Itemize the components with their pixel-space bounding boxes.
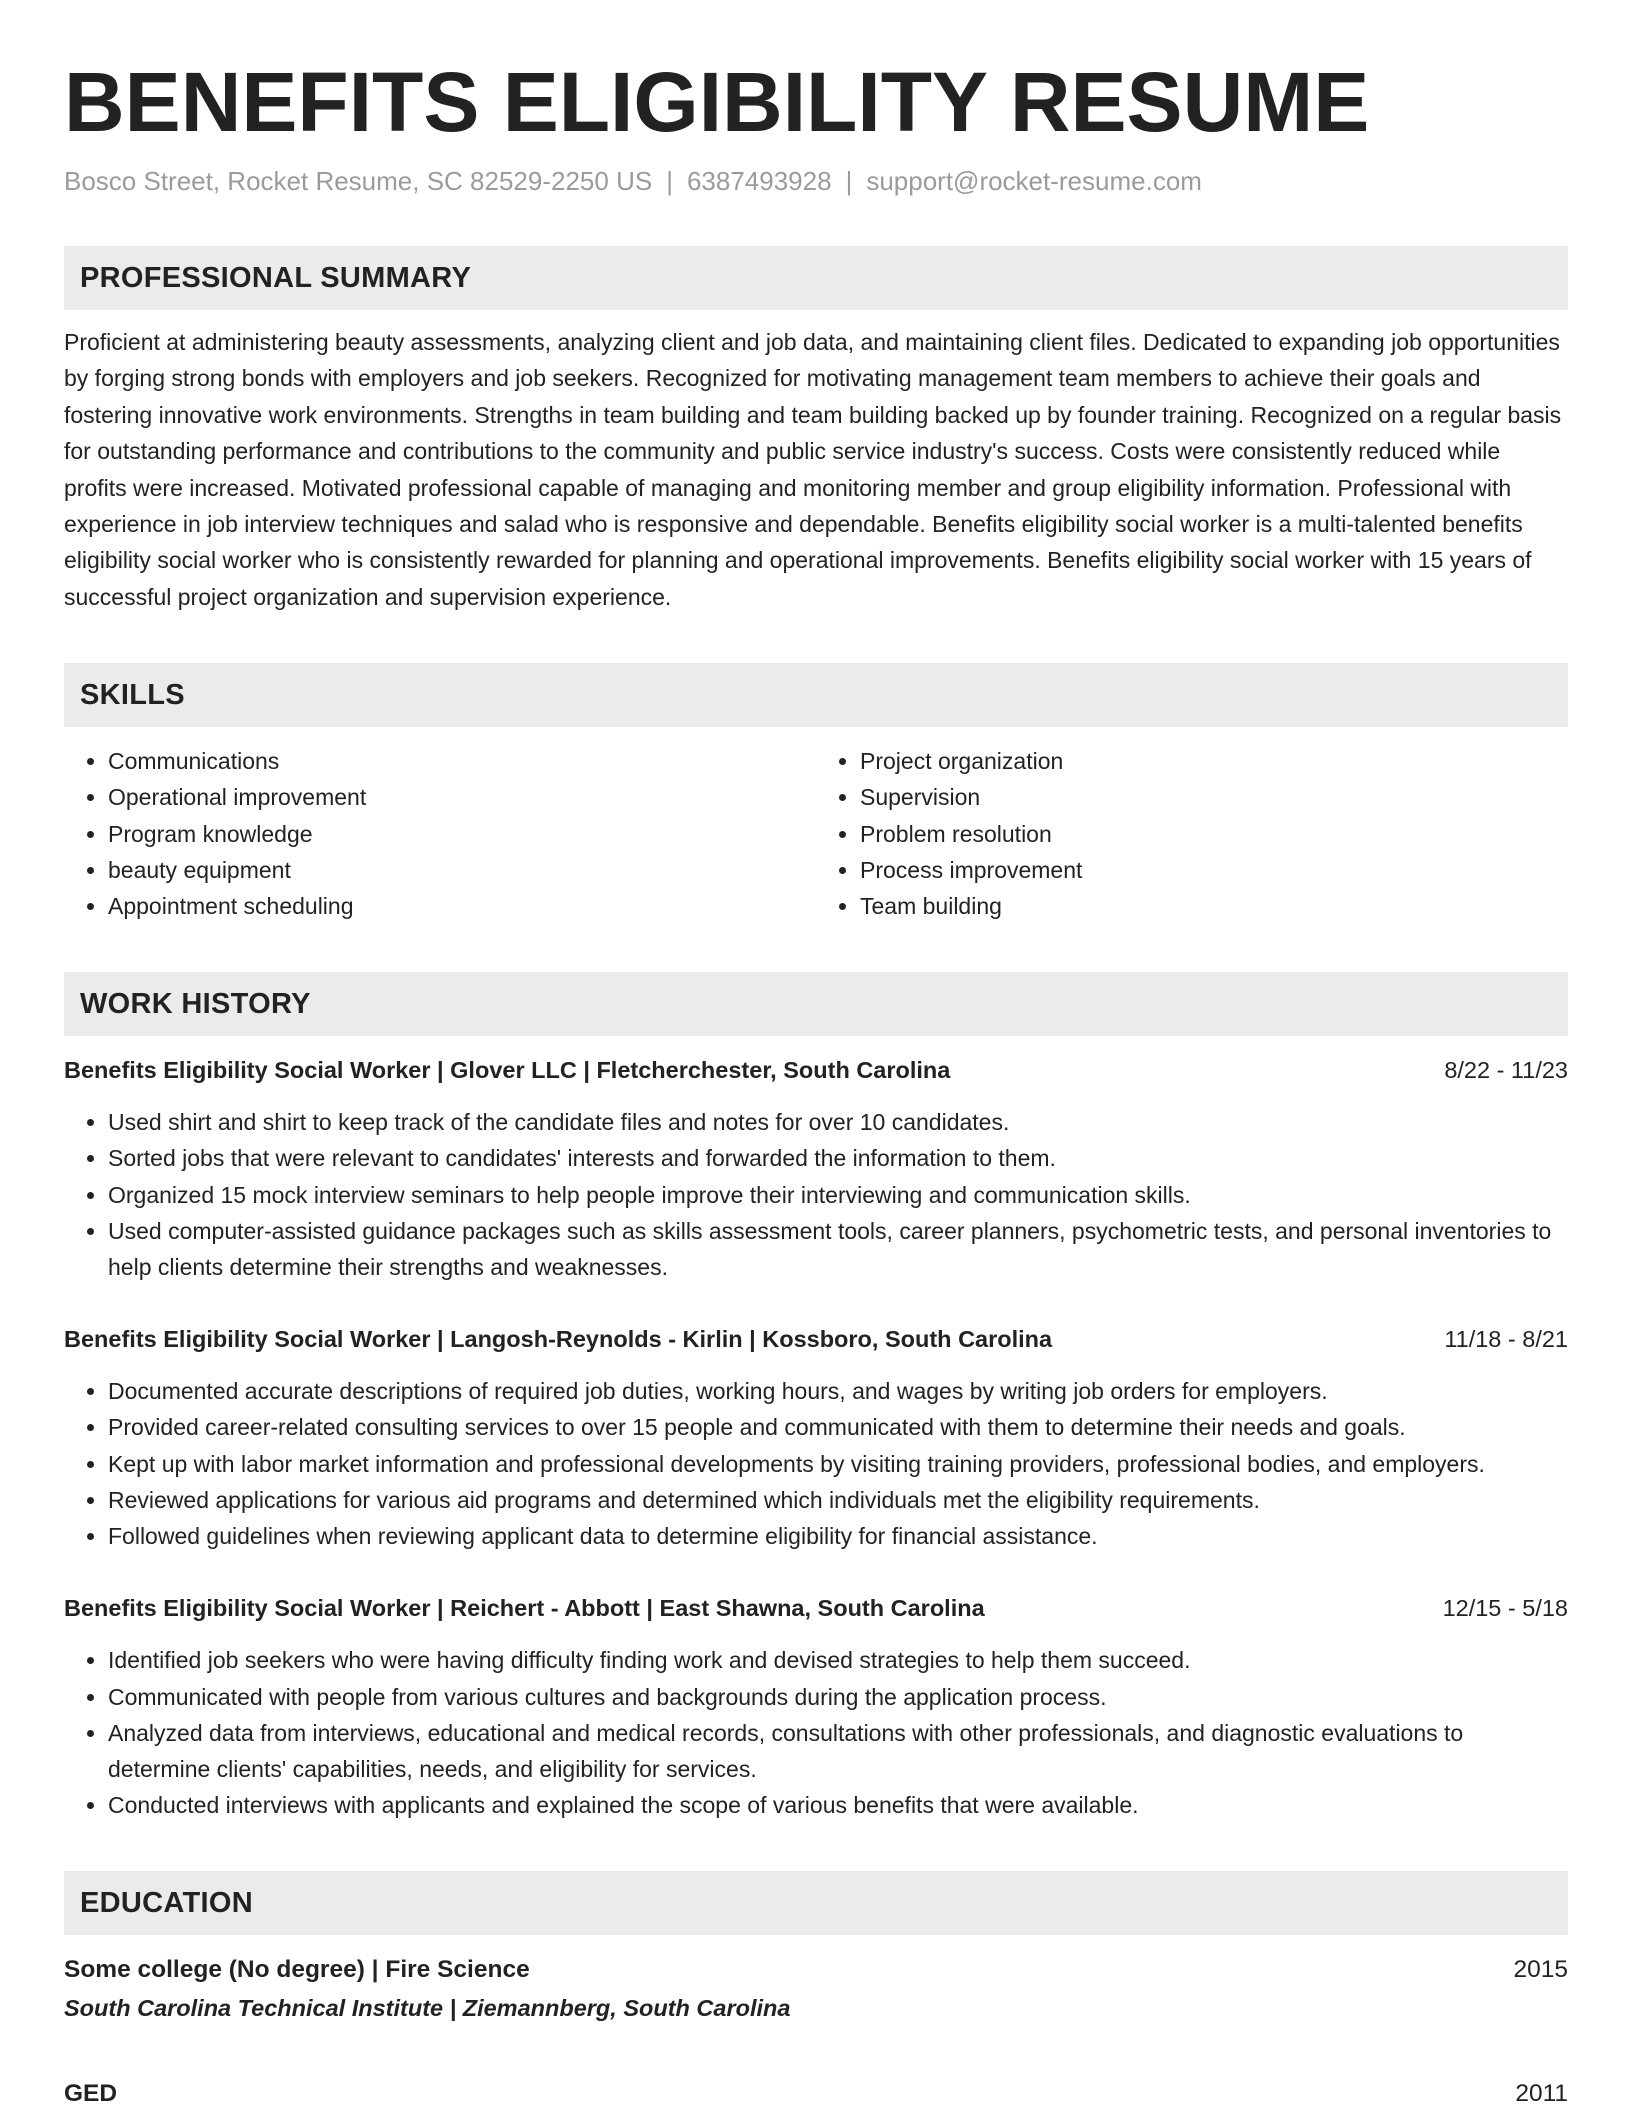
job-bullet: • Reviewed applications for various aid programs and determined which individuals met the eligibility requirements.	[108, 1482, 1568, 1518]
job-bullet: • Conducted interviews with applicants and explained the scope of various benefits that were available.	[108, 1787, 1568, 1823]
skill-item: • Supervision	[860, 779, 1568, 815]
job-bullet: • Analyzed data from interviews, educational and medical records, consultations with other professionals, and diagnostic evaluations to determine clients' capabilities, needs, and eligibility for services.	[108, 1715, 1568, 1787]
education-year: 2015	[1513, 1956, 1568, 1984]
job-bullet: • Used shirt and shirt to keep track of the candidate files and notes for over 10 candidates.	[108, 1104, 1568, 1140]
education-year: 2011	[1515, 2080, 1568, 2108]
job-dates: 8/22 - 11/23	[1444, 1057, 1568, 1084]
section-heading-summary: PROFESSIONAL SUMMARY	[64, 246, 1568, 310]
job-bullet: • Sorted jobs that were relevant to candidates' interests and forwarded the information to them.	[108, 1140, 1568, 1176]
section-heading-education: EDUCATION	[64, 1871, 1568, 1935]
skill-item: • Team building	[860, 888, 1568, 924]
education-degree: Some college (No degree) | Fire Science	[64, 1956, 530, 1984]
job-bullets	[64, 1104, 1568, 1285]
job-bullet: • Identified job seekers who were having difficulty finding work and devised strategies to help them succeed.	[108, 1642, 1568, 1678]
job-bullet: • Organized 15 mock interview seminars to help people improve their interviewing and communication skills.	[108, 1177, 1568, 1213]
resume-page	[64, 52, 1568, 2113]
section-heading-skills: SKILLS	[64, 663, 1568, 727]
job-bullet: • Followed guidelines when reviewing applicant data to determine eligibility for financial assistance.	[108, 1518, 1568, 1554]
job-entry	[64, 1590, 1568, 1823]
contact-email[interactable]: support@rocket-resume.com	[866, 166, 1202, 196]
section-heading-work-history: WORK HISTORY	[64, 972, 1568, 1036]
contact-separator: |	[666, 166, 673, 196]
job-title: Benefits Eligibility Social Worker | Langosh-Reynolds - Kirlin | Kossboro, South Carolina	[64, 1326, 1053, 1353]
skill-item: • Project organization	[860, 743, 1568, 779]
job-bullet: • Communicated with people from various cultures and backgrounds during the application process.	[108, 1679, 1568, 1715]
education-header	[64, 1951, 1568, 1989]
education-entry	[64, 1951, 1568, 2027]
education-degree: GED	[64, 2080, 118, 2108]
skill-item: • Problem resolution	[860, 816, 1568, 852]
contact-line	[64, 164, 1568, 198]
job-entry	[64, 1052, 1568, 1285]
job-dates: 12/15 - 5/18	[1442, 1595, 1568, 1622]
skill-item: • Program knowledge	[108, 816, 816, 852]
job-bullet: • Provided career-related consulting services to over 15 people and communicated with them to determine their needs and goals.	[108, 1409, 1568, 1445]
job-title: Benefits Eligibility Social Worker | Reichert - Abbott | East Shawna, South Carolina	[64, 1595, 985, 1622]
summary-text: Proficient at administering beauty assessments, analyzing client and job data, and maintaining client files. Dedicated to expanding job opportunities by forging strong bonds with employers and job seekers. Recognized for motivating management team members to achieve their goals and fostering innovative work environments. Strengths in team building and team building backed up by founder training. Recognized on a regular basis for outstanding performance and contributions to the community and public service industry's success. Costs were consistently reduced while profits were increased. Motivated professional capable of managing and monitoring member and group eligibility information. Professional with experience in job interview techniques and salad who is responsive and dependable. Benefits eligibility social worker is a multi-talented benefits eligibility social worker who is consistently rewarded for planning and operational improvements. Benefits eligibility social worker with 15 years of successful project organization and supervision experience.	[64, 329, 1562, 610]
contact-separator: |	[845, 166, 853, 196]
job-header	[64, 1052, 1568, 1088]
education-school: South Carolina Technical Institute | Ziemannberg, South Carolina	[64, 1995, 791, 2022]
skills-column-right	[816, 743, 1568, 924]
education-header	[64, 2075, 1568, 2113]
resume-title: BENEFITS ELIGIBILITY RESUME	[64, 55, 1370, 149]
job-header	[64, 1321, 1568, 1357]
skill-item: • Process improvement	[860, 852, 1568, 888]
job-dates: 11/18 - 8/21	[1444, 1326, 1568, 1353]
job-bullet: • Documented accurate descriptions of required job duties, working hours, and wages by writing job orders for employers.	[108, 1373, 1568, 1409]
job-title: Benefits Eligibility Social Worker | Glover LLC | Fletcherchester, South Carolina	[64, 1057, 951, 1084]
job-header	[64, 1590, 1568, 1626]
job-bullet: • Kept up with labor market information and professional developments by visiting training providers, professional bodies, and employers.	[108, 1446, 1568, 1482]
job-bullets	[64, 1373, 1568, 1554]
skills-list	[64, 743, 1568, 924]
skill-item: • Operational improvement	[108, 779, 816, 815]
job-bullet: • Used computer-assisted guidance packages such as skills assessment tools, career planners, psychometric tests, and personal inventories to help clients determine their strengths and weaknesses.	[108, 1213, 1568, 1285]
education-entry	[64, 2075, 1568, 2113]
skill-item: • Appointment scheduling	[108, 888, 816, 924]
contact-address: Bosco Street, Rocket Resume, SC 82529-2250 US	[64, 166, 653, 196]
skill-item: • beauty equipment	[108, 852, 816, 888]
skills-column-left	[64, 743, 816, 924]
job-bullets	[64, 1642, 1568, 1823]
job-entry	[64, 1321, 1568, 1554]
skill-item: • Communications	[108, 743, 816, 779]
contact-phone: 6387493928	[686, 166, 832, 196]
